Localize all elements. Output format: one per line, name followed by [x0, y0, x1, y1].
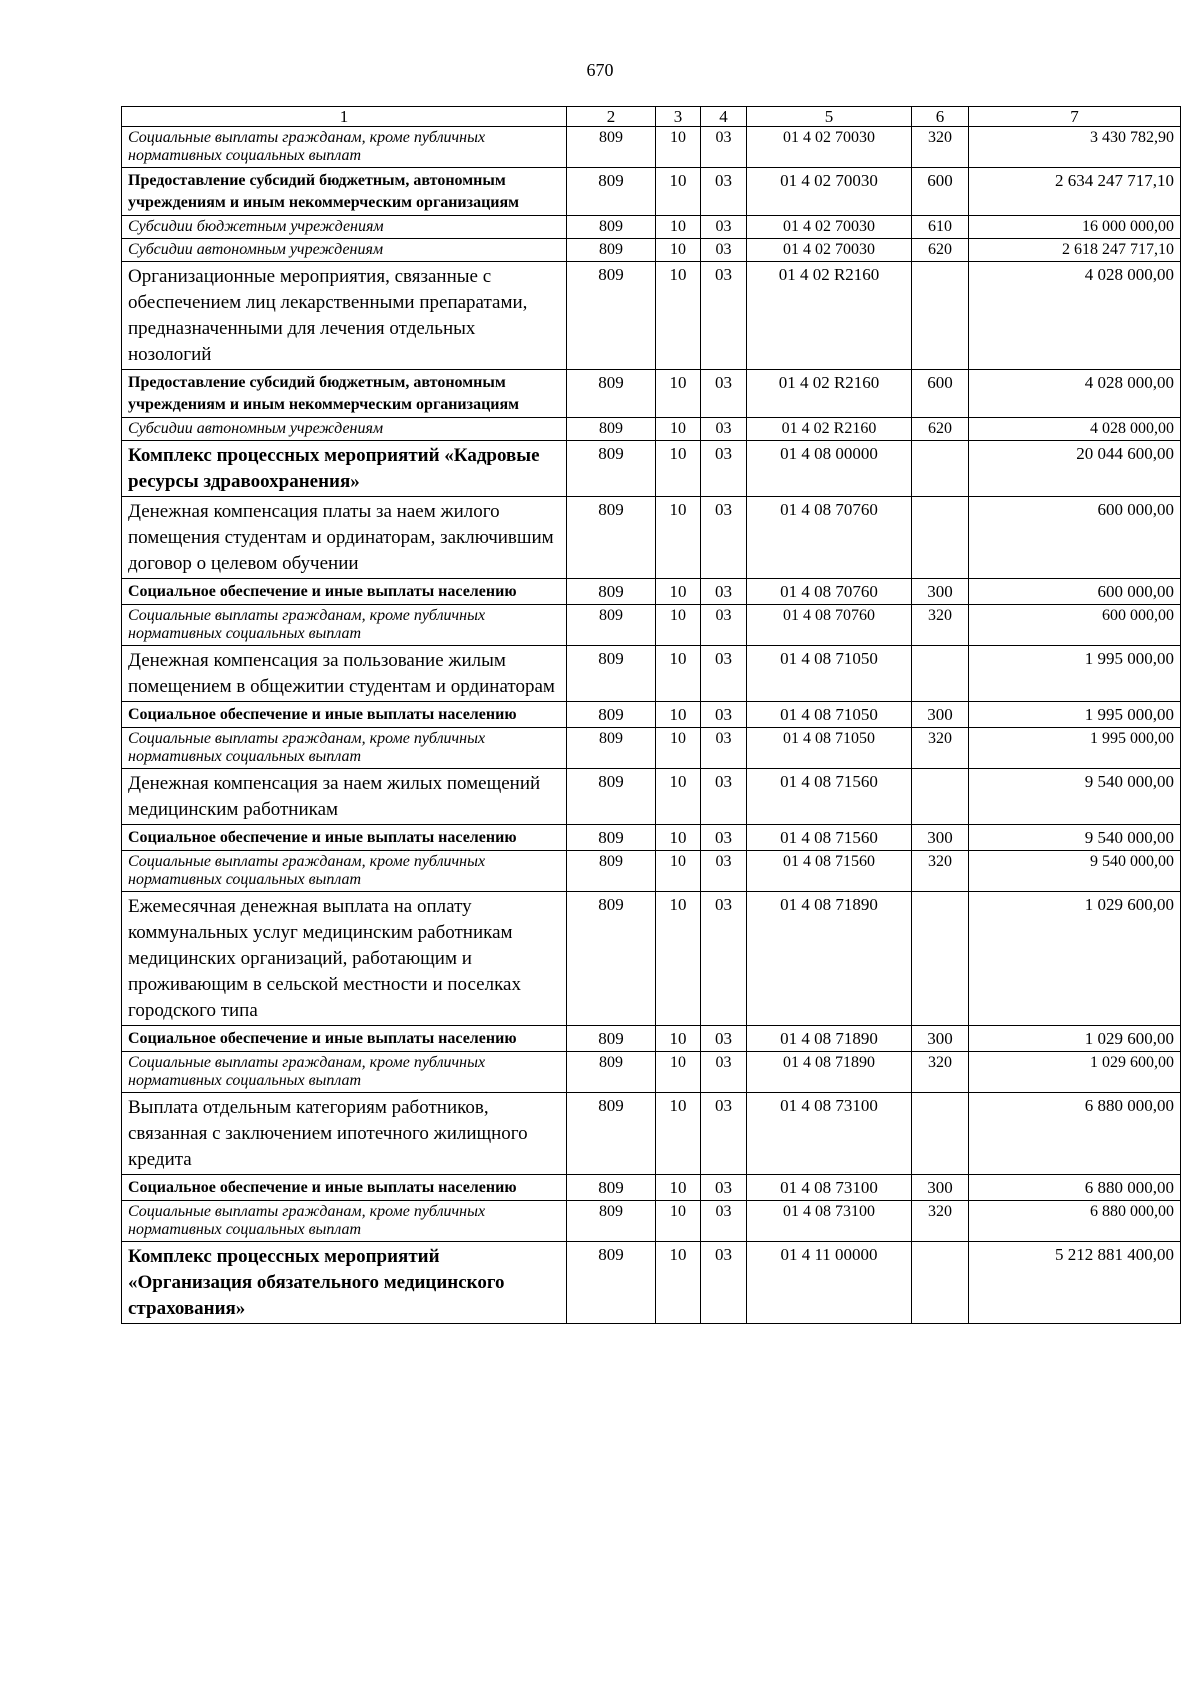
row-section-cell: 10 [656, 1242, 701, 1324]
row-admin-code-cell: 809 [567, 728, 656, 769]
row-name-cell: Социальное обеспечение и иные выплаты населению [122, 825, 567, 851]
row-target-article-cell: 01 4 02 70030 [747, 216, 912, 239]
row-amount-cell: 9 540 000,00 [969, 769, 1181, 825]
row-subsection-cell: 03 [701, 605, 747, 646]
row-name-cell: Организационные мероприятия, связанные с обеспечением лиц лекарственными препаратами, предназначенными для лечения отдельных нозологий [122, 262, 567, 370]
row-admin-code-cell: 809 [567, 1052, 656, 1093]
row-name-cell: Социальные выплаты гражданам, кроме публичных нормативных социальных выплат [122, 605, 567, 646]
row-amount-cell: 1 995 000,00 [969, 646, 1181, 702]
row-expense-type-cell: 320 [912, 728, 969, 769]
row-name-cell: Социальные выплаты гражданам, кроме публичных нормативных социальных выплат [122, 1052, 567, 1093]
row-expense-type-cell: 300 [912, 579, 969, 605]
row-target-article-cell: 01 4 08 71890 [747, 1026, 912, 1052]
row-subsection-cell: 03 [701, 1026, 747, 1052]
table-row [122, 239, 1181, 262]
row-target-article-cell: 01 4 08 71890 [747, 892, 912, 1026]
row-section-cell: 10 [656, 825, 701, 851]
row-amount-cell: 4 028 000,00 [969, 370, 1181, 418]
table-row [122, 728, 1181, 769]
row-section-cell: 10 [656, 239, 701, 262]
row-amount-cell: 16 000 000,00 [969, 216, 1181, 239]
row-expense-type-cell: 320 [912, 851, 969, 892]
header-col-7: 7 [969, 107, 1181, 127]
table-row [122, 1175, 1181, 1201]
row-section-cell: 10 [656, 418, 701, 441]
row-admin-code-cell: 809 [567, 825, 656, 851]
row-subsection-cell: 03 [701, 239, 747, 262]
table-row [122, 605, 1181, 646]
row-expense-type-cell: 320 [912, 1201, 969, 1242]
row-target-article-cell: 01 4 08 71560 [747, 825, 912, 851]
row-section-cell: 10 [656, 1052, 701, 1093]
row-expense-type-cell: 300 [912, 1026, 969, 1052]
row-name-cell: Денежная компенсация за пользование жилым помещением в общежитии студентам и ординаторам [122, 646, 567, 702]
row-amount-cell: 1 029 600,00 [969, 892, 1181, 1026]
row-subsection-cell: 03 [701, 370, 747, 418]
row-section-cell: 10 [656, 1175, 701, 1201]
row-admin-code-cell: 809 [567, 239, 656, 262]
row-expense-type-cell: 300 [912, 702, 969, 728]
row-name-cell: Денежная компенсация за наем жилых помещений медицинским работникам [122, 769, 567, 825]
row-section-cell: 10 [656, 892, 701, 1026]
row-section-cell: 10 [656, 646, 701, 702]
table-row [122, 127, 1181, 168]
row-name-cell: Выплата отдельным категориям работников, связанная с заключением ипотечного жилищного кредита [122, 1093, 567, 1175]
row-amount-cell: 600 000,00 [969, 497, 1181, 579]
row-name-cell: Социальное обеспечение и иные выплаты населению [122, 1175, 567, 1201]
row-name-cell: Ежемесячная денежная выплата на оплату коммунальных услуг медицинским работникам медицинских организаций, работающим и проживающим в сельской местности и поселках городского типа [122, 892, 567, 1026]
row-admin-code-cell: 809 [567, 262, 656, 370]
row-subsection-cell: 03 [701, 825, 747, 851]
row-expense-type-cell: 320 [912, 1052, 969, 1093]
budget-table [121, 106, 1181, 1324]
table-row [122, 418, 1181, 441]
table-row [122, 702, 1181, 728]
row-amount-cell: 9 540 000,00 [969, 851, 1181, 892]
row-admin-code-cell: 809 [567, 497, 656, 579]
row-target-article-cell: 01 4 02 R2160 [747, 418, 912, 441]
row-expense-type-cell [912, 262, 969, 370]
row-name-cell: Социальные выплаты гражданам, кроме публичных нормативных социальных выплат [122, 127, 567, 168]
table-row [122, 851, 1181, 892]
row-expense-type-cell: 320 [912, 127, 969, 168]
row-subsection-cell: 03 [701, 769, 747, 825]
row-amount-cell: 3 430 782,90 [969, 127, 1181, 168]
row-subsection-cell: 03 [701, 441, 747, 497]
table-row [122, 646, 1181, 702]
row-subsection-cell: 03 [701, 1052, 747, 1093]
row-admin-code-cell: 809 [567, 1093, 656, 1175]
row-amount-cell: 6 880 000,00 [969, 1175, 1181, 1201]
row-name-cell: Предоставление субсидий бюджетным, автономным учреждениям и иным некоммерческим организациям [122, 168, 567, 216]
row-amount-cell: 2 634 247 717,10 [969, 168, 1181, 216]
row-admin-code-cell: 809 [567, 702, 656, 728]
row-subsection-cell: 03 [701, 646, 747, 702]
row-target-article-cell: 01 4 02 70030 [747, 127, 912, 168]
row-target-article-cell: 01 4 08 71050 [747, 728, 912, 769]
row-admin-code-cell: 809 [567, 418, 656, 441]
row-expense-type-cell [912, 892, 969, 1026]
row-admin-code-cell: 809 [567, 1026, 656, 1052]
header-col-4: 4 [701, 107, 747, 127]
row-target-article-cell: 01 4 08 73100 [747, 1201, 912, 1242]
table-row [122, 825, 1181, 851]
row-subsection-cell: 03 [701, 851, 747, 892]
row-name-cell: Социальные выплаты гражданам, кроме публичных нормативных социальных выплат [122, 1201, 567, 1242]
row-admin-code-cell: 809 [567, 851, 656, 892]
row-amount-cell: 1 995 000,00 [969, 728, 1181, 769]
page-number: 670 [586, 60, 614, 80]
row-name-cell: Социальное обеспечение и иные выплаты населению [122, 1026, 567, 1052]
row-subsection-cell: 03 [701, 579, 747, 605]
row-admin-code-cell: 809 [567, 892, 656, 1026]
row-target-article-cell: 01 4 08 71050 [747, 646, 912, 702]
table-row [122, 370, 1181, 418]
row-target-article-cell: 01 4 08 70760 [747, 497, 912, 579]
row-target-article-cell: 01 4 02 70030 [747, 239, 912, 262]
row-subsection-cell: 03 [701, 1093, 747, 1175]
row-subsection-cell: 03 [701, 168, 747, 216]
row-target-article-cell: 01 4 02 R2160 [747, 370, 912, 418]
row-expense-type-cell [912, 646, 969, 702]
row-expense-type-cell: 620 [912, 239, 969, 262]
row-section-cell: 10 [656, 702, 701, 728]
row-admin-code-cell: 809 [567, 168, 656, 216]
row-expense-type-cell [912, 1242, 969, 1324]
row-subsection-cell: 03 [701, 216, 747, 239]
row-target-article-cell: 01 4 08 73100 [747, 1175, 912, 1201]
row-name-cell: Предоставление субсидий бюджетным, автономным учреждениям и иным некоммерческим организациям [122, 370, 567, 418]
row-name-cell: Социальные выплаты гражданам, кроме публичных нормативных социальных выплат [122, 851, 567, 892]
row-subsection-cell: 03 [701, 418, 747, 441]
table-row [122, 1201, 1181, 1242]
row-amount-cell: 2 618 247 717,10 [969, 239, 1181, 262]
row-subsection-cell: 03 [701, 262, 747, 370]
row-subsection-cell: 03 [701, 127, 747, 168]
row-amount-cell: 1 995 000,00 [969, 702, 1181, 728]
row-section-cell: 10 [656, 497, 701, 579]
row-amount-cell: 600 000,00 [969, 605, 1181, 646]
table-row [122, 168, 1181, 216]
header-col-5: 5 [747, 107, 912, 127]
table-row [122, 262, 1181, 370]
row-section-cell: 10 [656, 851, 701, 892]
row-amount-cell: 20 044 600,00 [969, 441, 1181, 497]
row-target-article-cell: 01 4 08 70760 [747, 579, 912, 605]
header-col-2: 2 [567, 107, 656, 127]
row-subsection-cell: 03 [701, 702, 747, 728]
row-target-article-cell: 01 4 02 70030 [747, 168, 912, 216]
row-amount-cell: 1 029 600,00 [969, 1026, 1181, 1052]
header-col-3: 3 [656, 107, 701, 127]
row-admin-code-cell: 809 [567, 1175, 656, 1201]
row-admin-code-cell: 809 [567, 441, 656, 497]
row-amount-cell: 6 880 000,00 [969, 1201, 1181, 1242]
header-row [122, 107, 1181, 127]
row-expense-type-cell: 320 [912, 605, 969, 646]
row-section-cell: 10 [656, 579, 701, 605]
row-subsection-cell: 03 [701, 728, 747, 769]
row-expense-type-cell [912, 769, 969, 825]
table-row [122, 1242, 1181, 1324]
row-expense-type-cell: 300 [912, 1175, 969, 1201]
row-amount-cell: 4 028 000,00 [969, 262, 1181, 370]
row-section-cell: 10 [656, 769, 701, 825]
row-name-cell: Денежная компенсация платы за наем жилого помещения студентам и ординаторам, заключившим договор о целевом обучении [122, 497, 567, 579]
row-target-article-cell: 01 4 08 00000 [747, 441, 912, 497]
row-admin-code-cell: 809 [567, 127, 656, 168]
row-expense-type-cell: 620 [912, 418, 969, 441]
row-section-cell: 10 [656, 262, 701, 370]
row-name-cell: Комплекс процессных мероприятий «Кадровые ресурсы здравоохранения» [122, 441, 567, 497]
row-expense-type-cell: 610 [912, 216, 969, 239]
row-name-cell: Субсидии бюджетным учреждениям [122, 216, 567, 239]
row-name-cell: Субсидии автономным учреждениям [122, 418, 567, 441]
row-admin-code-cell: 809 [567, 216, 656, 239]
row-target-article-cell: 01 4 02 R2160 [747, 262, 912, 370]
row-section-cell: 10 [656, 1201, 701, 1242]
row-admin-code-cell: 809 [567, 646, 656, 702]
table-row [122, 441, 1181, 497]
row-subsection-cell: 03 [701, 1201, 747, 1242]
table-row [122, 497, 1181, 579]
row-expense-type-cell [912, 1093, 969, 1175]
row-target-article-cell: 01 4 08 73100 [747, 1093, 912, 1175]
row-subsection-cell: 03 [701, 1242, 747, 1324]
table-row [122, 769, 1181, 825]
row-subsection-cell: 03 [701, 497, 747, 579]
row-target-article-cell: 01 4 08 71560 [747, 851, 912, 892]
row-amount-cell: 5 212 881 400,00 [969, 1242, 1181, 1324]
table-row [122, 579, 1181, 605]
row-expense-type-cell: 600 [912, 370, 969, 418]
row-amount-cell: 6 880 000,00 [969, 1093, 1181, 1175]
table-row [122, 1026, 1181, 1052]
row-name-cell: Субсидии автономным учреждениям [122, 239, 567, 262]
row-name-cell: Комплекс процессных мероприятий «Организация обязательного медицинского страхования» [122, 1242, 567, 1324]
table-row [122, 1093, 1181, 1175]
row-target-article-cell: 01 4 08 70760 [747, 605, 912, 646]
row-target-article-cell: 01 4 11 00000 [747, 1242, 912, 1324]
header-col-6: 6 [912, 107, 969, 127]
table-row [122, 1052, 1181, 1093]
row-name-cell: Социальное обеспечение и иные выплаты населению [122, 702, 567, 728]
row-subsection-cell: 03 [701, 892, 747, 1026]
table-row [122, 216, 1181, 239]
row-section-cell: 10 [656, 216, 701, 239]
row-section-cell: 10 [656, 605, 701, 646]
row-section-cell: 10 [656, 168, 701, 216]
row-section-cell: 10 [656, 127, 701, 168]
row-target-article-cell: 01 4 08 71890 [747, 1052, 912, 1093]
row-admin-code-cell: 809 [567, 769, 656, 825]
row-admin-code-cell: 809 [567, 605, 656, 646]
row-amount-cell: 9 540 000,00 [969, 825, 1181, 851]
row-section-cell: 10 [656, 441, 701, 497]
row-admin-code-cell: 809 [567, 370, 656, 418]
row-admin-code-cell: 809 [567, 579, 656, 605]
row-target-article-cell: 01 4 08 71050 [747, 702, 912, 728]
header-col-1: 1 [122, 107, 567, 127]
row-admin-code-cell: 809 [567, 1242, 656, 1324]
row-amount-cell: 1 029 600,00 [969, 1052, 1181, 1093]
row-name-cell: Социальное обеспечение и иные выплаты населению [122, 579, 567, 605]
row-expense-type-cell [912, 441, 969, 497]
row-expense-type-cell: 600 [912, 168, 969, 216]
row-target-article-cell: 01 4 08 71560 [747, 769, 912, 825]
row-amount-cell: 4 028 000,00 [969, 418, 1181, 441]
row-amount-cell: 600 000,00 [969, 579, 1181, 605]
row-section-cell: 10 [656, 728, 701, 769]
row-subsection-cell: 03 [701, 1175, 747, 1201]
row-expense-type-cell: 300 [912, 825, 969, 851]
table-row [122, 892, 1181, 1026]
row-section-cell: 10 [656, 1093, 701, 1175]
row-admin-code-cell: 809 [567, 1201, 656, 1242]
row-name-cell: Социальные выплаты гражданам, кроме публичных нормативных социальных выплат [122, 728, 567, 769]
row-section-cell: 10 [656, 370, 701, 418]
row-section-cell: 10 [656, 1026, 701, 1052]
row-expense-type-cell [912, 497, 969, 579]
